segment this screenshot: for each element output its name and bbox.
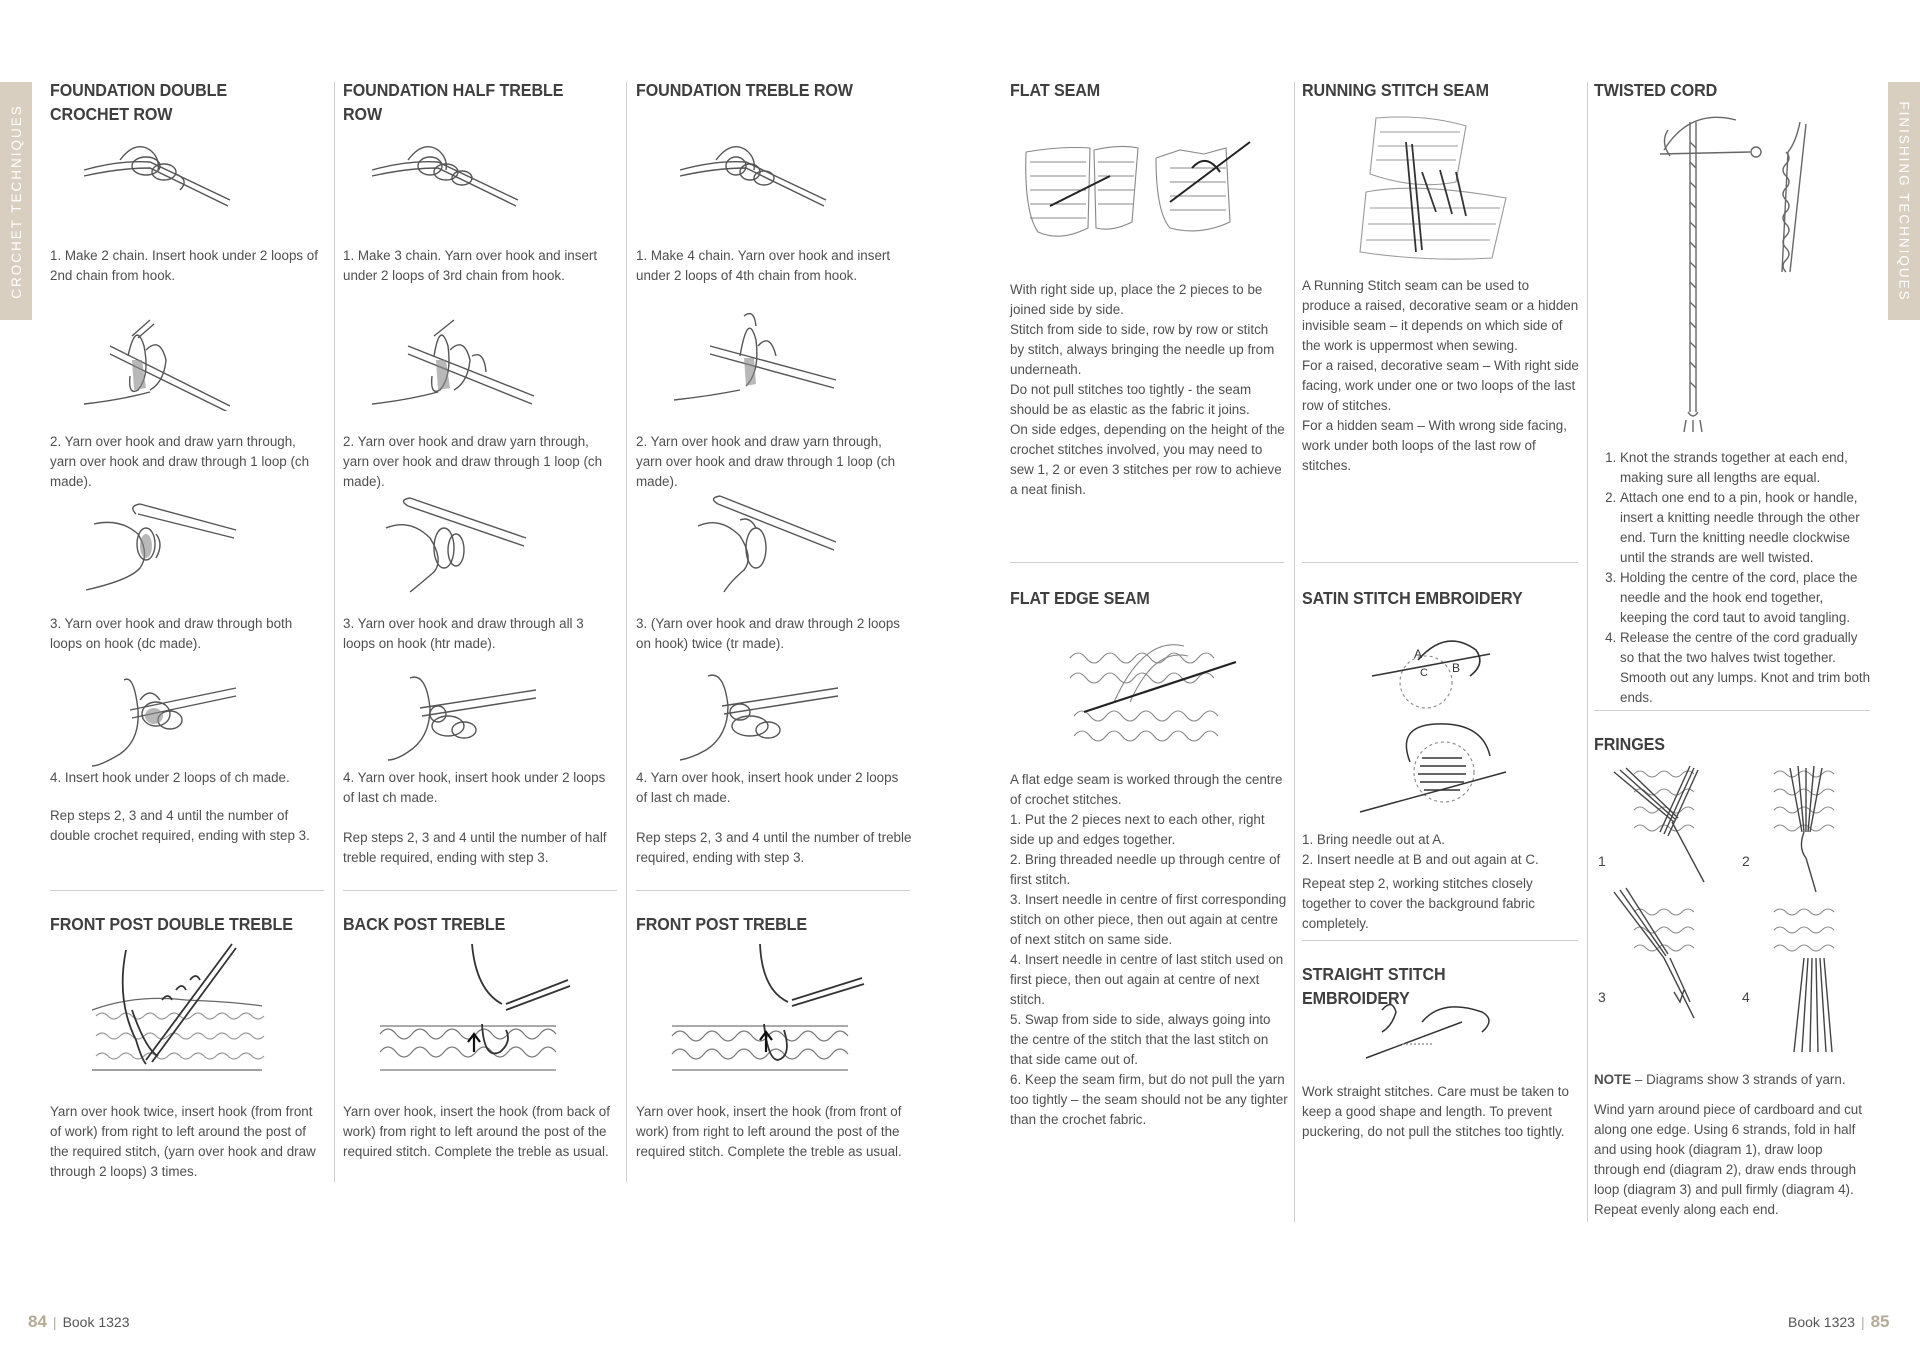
foundation-htr-step-1: 1. Make 3 chain. Yarn over hook and insert under 2 loops of 3rd chain from hook. (343, 248, 598, 283)
satin-label-a: A (1414, 647, 1423, 661)
running-seam-title: RUNNING STITCH SEAM (1302, 80, 1489, 100)
foundation-htr-step-3: 3. Yarn over hook and draw through all 3 loops on hook (htr made). (343, 616, 584, 651)
twisted-cord-step-3: 3. Holding the centre of the cord, place the needle and the hook end together, keeping the cord taut to avoid tangling. (1620, 568, 1872, 628)
section-fringes (1594, 732, 1870, 756)
twisted-cord-step-2: 2. Attach one end to a pin, hook or handle, insert a knitting needle through the other end. Turn the knitting needle clockwise until the strands are well twisted. (1620, 488, 1872, 568)
foundation-dc-step-3: 3. Yarn over hook and draw through both loops on hook (dc made). (50, 616, 293, 651)
fringes-text: Wind yarn around piece of cardboard and cut along one edge. Using 6 strands, fold in half and using hook (diagram 1), draw loop through end (diagram 2), draw ends through loop (diagram 3) and pull firmly (diagram 4). Repeat evenly along each end. (1594, 1102, 1862, 1217)
twisted-cord-steps (1594, 448, 1872, 708)
left-book-code: Book 1323 (62, 1314, 130, 1330)
left-page-number: 84 (28, 1312, 47, 1331)
front-post-dtr-title: FRONT POST DOUBLE TREBLE (50, 914, 293, 934)
foundation-tr-step-4: 4. Yarn over hook, insert hook under 2 loops of last ch made. (636, 770, 899, 805)
fringes-diagrams (1594, 762, 1874, 1062)
section-flat-seam (1010, 78, 1284, 102)
divider-2 (626, 82, 627, 1182)
rule-left-3 (636, 890, 910, 891)
fringe-label-3: 3 (1598, 989, 1606, 1005)
foundation-htr-step-4: 4. Yarn over hook, insert hook under 2 loops of last ch made. (343, 770, 606, 805)
fringe-label-2: 2 (1742, 853, 1750, 869)
right-section-tab (1888, 82, 1920, 320)
right-section-tab-label: FINISHING TECHNIQUES (1896, 100, 1912, 302)
fringes-note (1594, 1070, 1872, 1090)
foundation-dc-title: FOUNDATION DOUBLE CROCHET ROW (50, 80, 228, 124)
front-post-tr-title: FRONT POST TREBLE (636, 914, 808, 934)
fringe-label-4: 4 (1742, 989, 1750, 1005)
rule-left-2 (343, 890, 617, 891)
foundation-dc-diagram-3 (80, 494, 240, 594)
section-foundation-dc (50, 78, 320, 126)
flat-seam-text: With right side up, place the 2 pieces to be joined side by side. Stitch from side to side, row by row or stitch by stitch, always bringing the needle up from underneath. Do not pull stitches too tightly - the seam should be as elastic as the fabric it joins. On side edges, depending on the height of the crochet stitches involved, you may need to sew 1, 2 or even 3 stitches per row to achieve a neat finish. (1010, 282, 1285, 497)
foundation-htr-diagram-1 (368, 130, 528, 210)
fringes-note-text: – Diagrams show 3 strands of yarn. (1631, 1072, 1846, 1087)
running-seam-text: A Running Stitch seam can be used to produce a raised, decorative seam or a hidden invisible seam – it depends on which side of the work is uppermost when sewing. For a raised, decorative seam – With right side facing, work under one or two loops of the last row of stitches. For a hidden seam – With wrong side facing, work under both loops of the last row of stitches. (1302, 278, 1579, 473)
foundation-htr-title: FOUNDATION HALF TREBLE ROW (343, 80, 564, 124)
foundation-htr-step-2: 2. Yarn over hook and draw yarn through, yarn over hook and draw through 1 loop (ch made). (343, 434, 603, 489)
satin-step-2: 2. Insert needle at B and out again at C. (1302, 852, 1539, 867)
right-footer: Book 1323 | 85 (1788, 1312, 1890, 1331)
foundation-dc-diagram-2 (80, 316, 240, 411)
fringes-note-label: NOTE (1594, 1072, 1632, 1087)
foundation-htr-diagram-3 (380, 488, 530, 594)
flat-seam-diagram (1020, 132, 1270, 258)
satin-text: Repeat step 2, working stitches closely together to cover the background fabric completely. (1302, 876, 1535, 931)
foundation-tr-title: FOUNDATION TREBLE ROW (636, 80, 853, 100)
foundation-dc-step-4: 4. Insert hook under 2 loops of ch made. (50, 770, 290, 785)
divider-4 (1587, 82, 1588, 1222)
foundation-htr-repeat: Rep steps 2, 3 and 4 until the number of half treble required, ending with step 3. (343, 830, 607, 865)
foundation-tr-diagram-4 (672, 666, 842, 770)
back-post-tr-title: BACK POST TREBLE (343, 914, 506, 934)
section-running-seam (1302, 78, 1578, 102)
foundation-tr-diagram-3 (690, 486, 840, 594)
left-section-tab-label: CROCHET TECHNIQUES (8, 103, 24, 299)
section-front-post-dtr (50, 912, 324, 936)
rule-flat-seam (1010, 562, 1284, 563)
section-front-post-tr (636, 912, 910, 936)
divider-3 (1294, 82, 1295, 1222)
section-satin (1302, 586, 1578, 610)
twisted-cord-step-4: 4. Release the centre of the cord gradually so that the two halves twist together. Smooth out any lumps. Knot and trim both ends. (1620, 628, 1872, 708)
fringes-title: FRINGES (1594, 734, 1665, 754)
foundation-dc-repeat: Rep steps 2, 3 and 4 until the number of double crochet required, ending with step 3. (50, 808, 310, 843)
foundation-tr-diagram-2 (670, 306, 840, 411)
section-foundation-tr (636, 78, 916, 102)
satin-diagram-2 (1356, 716, 1516, 816)
foundation-tr-repeat: Rep steps 2, 3 and 4 until the number of treble required, ending with step 3. (636, 830, 912, 865)
section-twisted-cord (1594, 78, 1870, 102)
section-foundation-htr (343, 78, 617, 126)
flat-edge-seam-text: A flat edge seam is worked through the centre of crochet stitches. 1. Put the 2 pieces next to each other, right side up and edges together. 2. Bring threaded needle up through centre of first stitch. 3. Insert needle in centre of first corresponding stitch on other piece, then out again at centre of next stitch on same side. 4. Insert needle in centre of last stitch used on first piece, then out again at centre of next stitch. 5. Swap from side to side, always going into the centre of the stitch that the last stitch on that side came out of. 6. Keep the seam firm, but do not pull the yarn too tightly – the seam should not be any tighter than the crochet fabric. (1010, 772, 1288, 1127)
flat-edge-seam-title: FLAT EDGE SEAM (1010, 588, 1150, 608)
rule-running-seam (1302, 562, 1578, 563)
left-section-tab (0, 82, 32, 320)
right-book-code: Book 1323 (1788, 1314, 1855, 1330)
satin-diagram-1 (1366, 620, 1506, 720)
front-post-dtr-diagram (86, 940, 266, 1080)
back-post-tr-text: Yarn over hook, insert the hook (from back of work) from right to left around the post of the required stitch. Complete the treble as usual. (343, 1104, 610, 1159)
rule-satin (1302, 940, 1578, 941)
section-back-post-tr (343, 912, 617, 936)
foundation-dc-diagram-1 (80, 130, 240, 210)
front-post-tr-text: Yarn over hook, insert the hook (from front of work) from right to left around the post of the required stitch. Complete the treble as usual. (636, 1104, 902, 1159)
front-post-tr-diagram (668, 940, 868, 1080)
foundation-dc-step-1: 1. Make 2 chain. Insert hook under 2 loops of 2nd chain from hook. (50, 248, 318, 283)
satin-step-1: 1. Bring needle out at A. (1302, 832, 1445, 847)
twisted-cord-diagram (1650, 112, 1820, 432)
foundation-tr-step-3: 3. (Yarn over hook and draw through 2 loops on hook) twice (tr made). (636, 616, 901, 651)
flat-edge-seam-diagram (1064, 632, 1244, 750)
satin-label-c: C (1420, 667, 1428, 679)
rule-left-1 (50, 890, 324, 891)
fringe-label-1: 1 (1598, 853, 1606, 869)
satin-title: SATIN STITCH EMBROIDERY (1302, 588, 1523, 608)
divider-1 (334, 82, 335, 1182)
foundation-dc-diagram-4 (80, 670, 240, 770)
foundation-tr-step-2: 2. Yarn over hook and draw yarn through, yarn over hook and draw through 1 loop (ch made). (636, 434, 896, 489)
twisted-cord-step-1: 1. Knot the strands together at each end, making sure all lengths are equal. (1620, 448, 1872, 488)
foundation-htr-diagram-4 (380, 668, 540, 768)
rule-twisted-cord (1594, 710, 1870, 711)
straight-title: STRAIGHT STITCH EMBROIDERY (1302, 964, 1446, 1008)
flat-seam-title: FLAT SEAM (1010, 80, 1101, 100)
section-flat-edge-seam (1010, 586, 1284, 610)
foundation-dc-step-2: 2. Yarn over hook and draw yarn through, yarn over hook and draw through 1 loop (ch made). (50, 434, 310, 489)
running-seam-diagram (1356, 112, 1516, 266)
foundation-tr-diagram-1 (676, 130, 836, 210)
straight-text: Work straight stitches. Care must be taken to keep a good shape and length. To prevent puckering, do not pull the stitches too tightly. (1302, 1084, 1569, 1139)
straight-diagram (1362, 992, 1502, 1062)
satin-label-b: B (1452, 661, 1461, 675)
right-page-number: 85 (1870, 1312, 1890, 1331)
foundation-htr-diagram-2 (368, 316, 538, 411)
foundation-tr-step-1: 1. Make 4 chain. Yarn over hook and insert under 2 loops of 4th chain from hook. (636, 248, 891, 283)
front-post-dtr-text: Yarn over hook twice, insert hook (from front of work) from right to left around the post of the required stitch, (yarn over hook and draw through 2 loops) 3 times. (50, 1104, 316, 1179)
back-post-tr-diagram (376, 940, 576, 1080)
left-footer: 84 | Book 1323 (28, 1312, 130, 1331)
twisted-cord-title: TWISTED CORD (1594, 80, 1718, 100)
